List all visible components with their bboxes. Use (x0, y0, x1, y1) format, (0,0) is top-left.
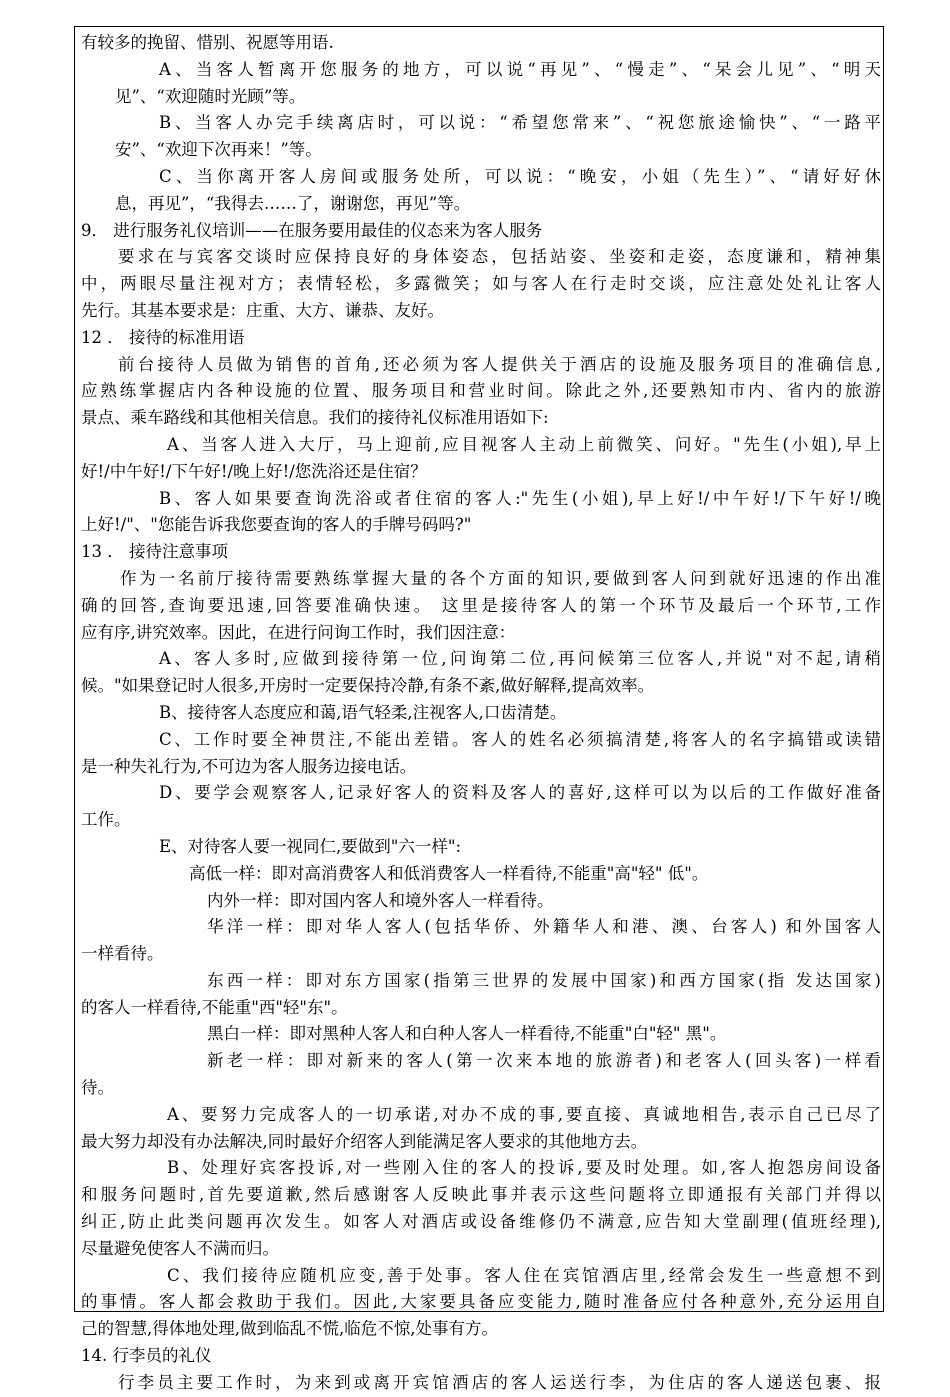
text-line: B、处理好宾客投诉,对一些刚入住的客人的投诉,要及时处理。如,客人抱怨房间设备 (167, 1158, 881, 1178)
text-line: 见”、“欢迎随时光顾”等。 (115, 86, 306, 106)
text-line: 的客人一样看待,不能重"西"轻"东"。 (81, 997, 348, 1017)
text-line: A、客人多时,应做到接待第一位,问询第二位,再问候第三位客人,并说"对不起,请稍 (159, 649, 881, 669)
text-line: B、当客人办完手续离店时，可以说：“希望您常来”、“祝您旅途愉快”、“一路平 (159, 113, 881, 133)
text-line: 己的智慧,得体地处理,做到临乱不慌,临危不惊,处事有方。 (81, 1319, 498, 1339)
document-body (81, 30, 881, 1397)
text-line: B、接待客人态度应和蔼,语气轻柔,注视客人,口齿清楚。 (159, 702, 567, 722)
text-line: 中，两眼尽量注视对方；表情轻松，多露微笑；如与客人在行走时交谈，应注意处处礼让客人 (81, 274, 881, 294)
text-line: 前台接待人员做为销售的首角,还必须为客人提供关于酒店的设施及服务项目的准确信息, (118, 354, 881, 374)
text-line: 高低一样：即对高消费客人和低消费客人一样看待,不能重"高"轻" 低"。 (189, 863, 709, 883)
text-line: 上好!/"、"您能告诉我您要查询的客人的手牌号码吗?" (81, 515, 472, 535)
text-line: 黑白一样：即对黑种人客人和白种人客人一样看待,不能重"白"轻" 黑"。 (207, 1024, 727, 1044)
text-line: 安”、“欢迎下次再来！”等。 (115, 140, 322, 160)
text-line: 待。 (81, 1078, 114, 1098)
text-line: 先行。其基本要求是：庄重、大方、谦恭、友好。 (81, 300, 444, 320)
text-line: 作为一名前厅接待需要熟练掌握大量的各个方面的知识,要做到客人问到就好迅速的作出准 (120, 568, 881, 588)
text-line: 应有序,讲究效率。因此，在进行问询工作时，我们因注意： (81, 622, 516, 642)
text-line: 尽量避免使客人不满而归。 (81, 1238, 279, 1258)
text-line: 行李员主要工作时，为来到或离开宾馆酒店的客人运送行李，为住店的客人递送包裹、报 (118, 1372, 881, 1392)
text-line: 纠正,防止此类问题再次发生。如客人对酒店或设备维修仍不满意,应告知大堂副理(值班经理), (81, 1212, 881, 1232)
text-line: C、工作时要全神贯注,不能出差错。客人的姓名必须搞清楚,将客人的名字搞错或读错 (159, 729, 881, 749)
section-heading: 14. 行李员的礼仪 (81, 1346, 212, 1366)
text-line: 华洋一样：即对华人客人(包括华侨、外籍华人和港、澳、台客人) 和外国客人 (207, 917, 881, 937)
text-line: 和服务问题时,首先要道歉,然后感谢客人反映此事并表示这些问题将立即通报有关部门并得以 (81, 1185, 881, 1205)
text-line: A、要努力完成客人的一切承诺,对办不成的事,要直接、真诚地相告,表示自己已尽了 (167, 1104, 881, 1124)
text-line: 工作。 (81, 810, 131, 830)
text-line: E、对待客人要一视同仁,要做到"六一样": (159, 836, 462, 856)
text-line: 东西一样：即对东方国家(指第三世界的发展中国家)和西方国家(指 发达国家) (207, 970, 881, 990)
text-line: A、当客人进入大厅，马上迎前,应目视客人主动上前微笑、问好。"先生(小姐),早上 (167, 434, 881, 454)
text-line: 内外一样：即对国内客人和境外客人一样看待。 (207, 890, 554, 910)
text-line: 一样看待。 (81, 944, 164, 964)
text-line: 候。"如果登记时人很多,开房时一定要保持冷静,有条不紊,做好解释,提高效率。 (81, 676, 655, 696)
text-line: C、当你离开客人房间或服务处所，可以说：“晚安，小姐（先生）”、“请好好休 (159, 166, 881, 186)
text-line: 的事情。客人都会救助于我们。因此,大家要具备应变能力,随时准备应付各种意外,充分运用自 (81, 1292, 881, 1312)
text-line: D、要学会观察客人,记录好客人的资料及客人的喜好,这样可以为以后的工作做好准备 (159, 783, 881, 803)
text-line: 确的回答,查询要迅速,回答要准确快速。 这里是接待客人的第一个环节及最后一个环节,工作 (81, 595, 881, 615)
text-line: 息，再见”，“我得去……了，谢谢您，再见”等。 (115, 193, 471, 213)
text-line: A、当客人暂离开您服务的地方，可以说“再见”、“慢走”、“呆会儿见”、“明天 (159, 59, 881, 79)
text-line: 好!/中午好!/下午好!/晚上好!/您洗浴还是住宿？ (81, 461, 427, 481)
text-line: 应熟练掌握店内各种设施的位置、服务项目和营业时间。除此之外,还要熟知市内、省内的旅游 (81, 381, 881, 401)
text-line: 要求在与宾客交谈时应保持良好的身体姿态，包括站姿、坐姿和走姿，态度谦和，精神集 (118, 247, 881, 267)
text-line: C、我们接待应随机应变,善于处事。客人住在宾馆酒店里,经常会发生一些意想不到 (167, 1265, 881, 1285)
text-line: 最大努力却没有办法解决,同时最好介绍客人到能满足客人要求的其他地方去。 (81, 1131, 648, 1151)
text-line: 是一种失礼行为,不可边为客人服务边接电话。 (81, 756, 417, 776)
text-line: 有较多的挽留、惜别、祝愿等用语. (81, 33, 334, 52)
section-heading: 12 ． 接待的标准用语 (81, 327, 245, 347)
text-line: 新老一样：即对新来的客人(第一次来本地的旅游者)和老客人(回头客)一样看 (207, 1051, 881, 1071)
text-line: 景点、乘车路线和其他相关信息。我们的接待礼仪标准用语如下: (81, 408, 549, 428)
text-line: B、客人如果要查询洗浴或者住宿的客人:"先生(小姐),早上好!/中午好!/下午好!/晚 (159, 488, 881, 508)
section-heading: 13 ． 接待注意事项 (81, 542, 228, 562)
section-heading: 9． 进行服务礼仪培训——在服务要用最佳的仪态来为客人服务 (81, 220, 543, 240)
